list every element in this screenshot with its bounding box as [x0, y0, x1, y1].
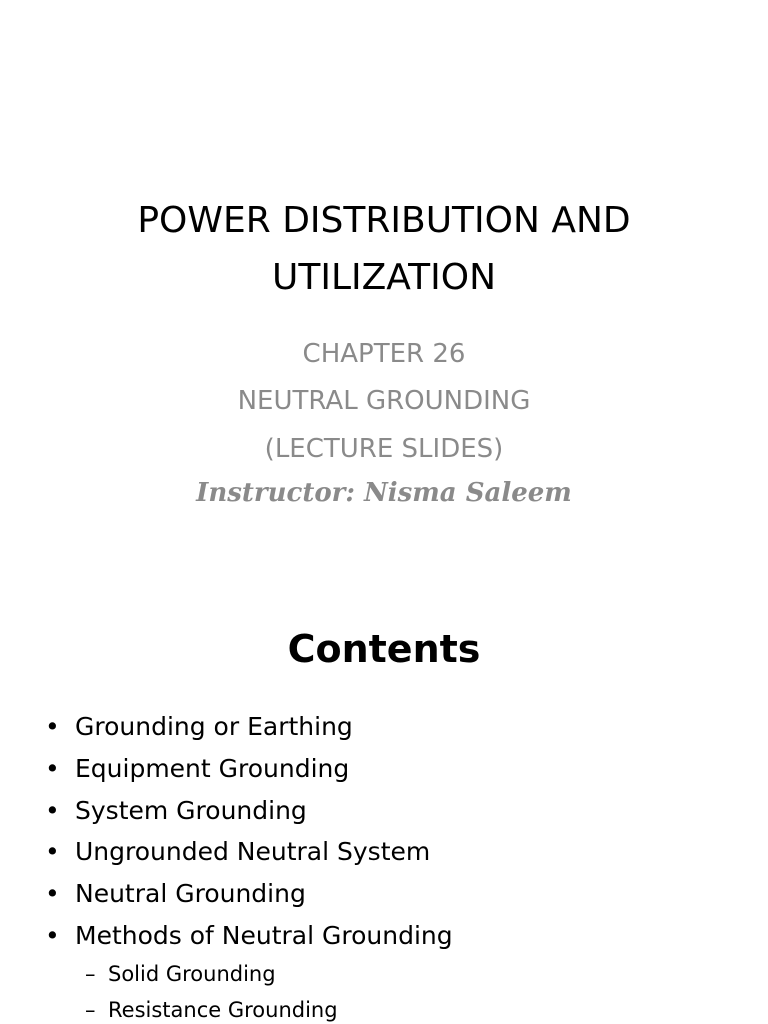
list-item: [0, 706, 768, 748]
title-line-2: UTILIZATION: [272, 257, 496, 298]
list-item: [0, 748, 768, 790]
sub-list-item: [0, 992, 768, 1024]
list-item: [0, 831, 768, 873]
list-item: [0, 790, 768, 832]
lecture-slides-label: (LECTURE SLIDES): [264, 434, 504, 464]
chapter-label: CHAPTER 26: [302, 339, 466, 369]
list-item-text: Methods of Neutral Grounding: [75, 920, 453, 950]
sub-list-item: [0, 956, 768, 992]
title-line-1: POWER DISTRIBUTION AND: [137, 200, 631, 241]
bullet-icon: •: [45, 920, 60, 950]
chapter-topic: NEUTRAL GROUNDING: [237, 386, 531, 416]
sub-list-item-text: Resistance Grounding: [108, 998, 338, 1022]
list-item-text: Grounding or Earthing: [75, 712, 353, 741]
list-item-text: System Grounding: [75, 795, 307, 825]
list-item-text: Equipment Grounding: [75, 753, 350, 783]
bullet-icon: •: [45, 795, 60, 825]
contents-sub-list: [0, 956, 768, 1024]
dash-icon: –: [85, 998, 96, 1022]
sub-list-item-text: Solid Grounding: [108, 962, 276, 986]
contents-list: [0, 706, 768, 957]
bullet-icon: •: [45, 879, 60, 909]
list-item: [0, 915, 768, 957]
bullet-icon: •: [45, 712, 60, 741]
list-item: [0, 873, 768, 915]
instructor-name: Instructor: Nisma Saleem: [196, 478, 572, 508]
slide-title: [0, 192, 768, 306]
list-item-text: Ungrounded Neutral System: [75, 837, 431, 867]
contents-heading: Contents: [287, 627, 481, 671]
bullet-icon: •: [45, 753, 60, 783]
list-item-text: Neutral Grounding: [75, 879, 306, 909]
dash-icon: –: [85, 962, 96, 986]
bullet-icon: •: [45, 837, 60, 867]
